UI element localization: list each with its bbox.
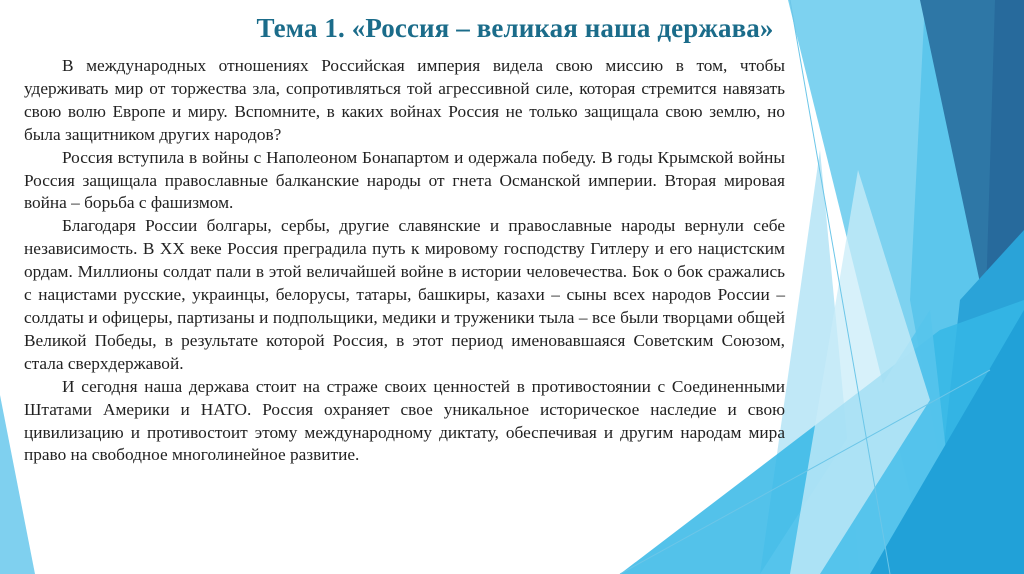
- paragraph-4: И сегодня наша держава стоит на страже своих ценностей в противостоянии с Соединенными Штатами Америки и НАТО. Россия охраняет свое уникальное историческое наследие и свою цивилизацию и противостоит этому международному диктату, обеспечивая и другим народам мира право на свободное многолинейное развитие.: [24, 376, 785, 465]
- paragraph-3: Благодаря России болгары, сербы, другие славянские и православные народы вернули себе независимость. В XX веке Россия преградила путь к мировому господству Гитлеру и его нацистским ордам. Миллионы солдат пали в этой величайшей войне в истории человечества. Бок о бок сражались с нацистами русские, украинцы, белорусы, татары, башкиры, казахи – сыны всех народов России – солдаты и офицеры, партизаны и подпольщики, медики и труженики тыла – все были творцами общей Великой Победы, в результате которой Россия, в этот период именовавшаяся Советским Союзом, стала сверхдержавой.: [24, 216, 785, 373]
- slide-body: [24, 55, 785, 467]
- paragraph-1: В международных отношениях Российская империя видела свою миссию в том, чтобы удерживать мир от торжества зла, сопротивляться той агрессивной силе, которая стремится навязать свою волю Европе и миру. Вспомните, в каких войнах Россия не только защищала свою землю, но была защитником других народов?: [24, 56, 785, 144]
- paragraph-2: Россия вступила в войны с Наполеоном Бонапартом и одержала победу. В годы Крымской войны Россия защищала православные балканские народы от гнета Османской империи. Вторая мировая война – борьба с фашизмом.: [24, 147, 785, 213]
- slide-title: Тема 1. «Россия – великая наша держава»: [256, 13, 774, 43]
